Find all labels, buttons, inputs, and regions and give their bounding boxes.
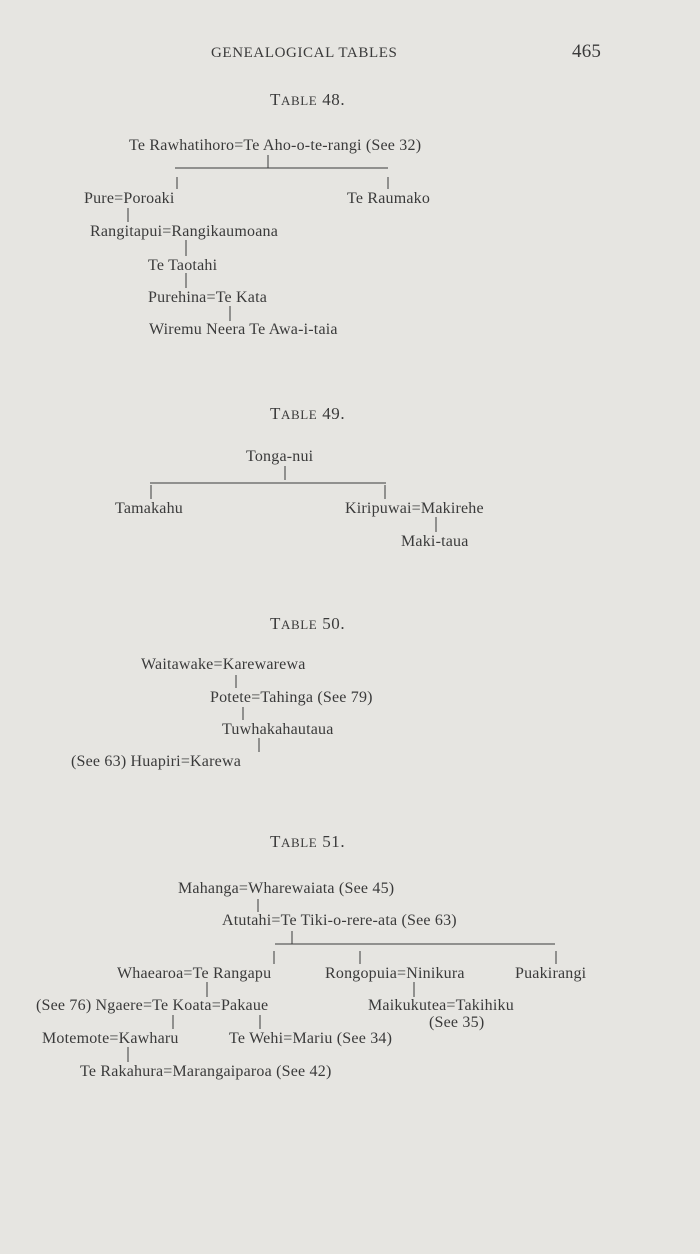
genealogy-entry: Purehina=Te Kata bbox=[148, 289, 268, 306]
genealogy-entry: Tonga-nui bbox=[246, 448, 314, 465]
genealogy-entry: (See 63) Huapiri=Karewa bbox=[71, 753, 241, 770]
genealogy-entry: Puakirangi bbox=[515, 965, 587, 982]
genealogy-entry: Te Raumako bbox=[347, 190, 431, 207]
title-initial: T bbox=[270, 90, 281, 109]
title-word: ABLE bbox=[280, 407, 318, 422]
genealogy-entry: Waitawake=Karewarewa bbox=[141, 656, 306, 673]
title-word: ABLE bbox=[280, 93, 318, 108]
genealogy-entry: Wiremu Neera Te Awa-i-taia bbox=[149, 321, 338, 338]
running-title: GENEALOGICAL TABLES bbox=[211, 45, 398, 61]
genealogy-entry: Rangitapui=Rangikaumoana bbox=[90, 223, 279, 240]
genealogy-reference: (See 35) bbox=[429, 1014, 485, 1031]
table-49-title bbox=[270, 405, 345, 422]
genealogy-entry: Maikukutea=Takihiku bbox=[368, 997, 514, 1014]
genealogy-entry: Tamakahu bbox=[115, 500, 184, 517]
title-word: ABLE bbox=[280, 835, 318, 850]
genealogy-entry: (See 76) Ngaere=Te Koata=Pakaue bbox=[36, 997, 269, 1014]
genealogy-entry: Motemote=Kawharu bbox=[42, 1030, 179, 1047]
genealogy-entry: Te Rawhatihoro=Te Aho-o-te-rangi (See 32) bbox=[129, 137, 422, 154]
genealogy-entry: Te Wehi=Mariu (See 34) bbox=[229, 1030, 393, 1047]
genealogy-entry: Tuwhakahautaua bbox=[222, 721, 334, 738]
genealogy-entry: Pure=Poroaki bbox=[84, 190, 175, 207]
title-number: 48. bbox=[322, 90, 346, 109]
genealogy-entry: Kiripuwai=Makirehe bbox=[345, 500, 484, 517]
title-initial: T bbox=[270, 832, 281, 851]
title-number: 49. bbox=[322, 404, 346, 423]
genealogy-entry: Potete=Tahinga (See 79) bbox=[210, 689, 373, 706]
page-number: 465 bbox=[572, 41, 602, 62]
title-initial: T bbox=[270, 614, 281, 633]
title-word: ABLE bbox=[280, 617, 318, 632]
title-number: 50. bbox=[322, 614, 346, 633]
genealogy-entry: Maki-taua bbox=[401, 533, 469, 550]
genealogy-entry: Rongopuia=Ninikura bbox=[325, 965, 465, 982]
table-51-title bbox=[270, 833, 345, 850]
genealogy-entry: Whaearoa=Te Rangapu bbox=[117, 965, 272, 982]
table-50-title bbox=[270, 615, 345, 632]
genealogy-entry: Te Rakahura=Marangaiparoa (See 42) bbox=[80, 1063, 332, 1080]
table-48-title bbox=[270, 91, 345, 108]
title-number: 51. bbox=[322, 832, 346, 851]
title-initial: T bbox=[270, 404, 281, 423]
genealogy-entry: Te Taotahi bbox=[148, 257, 218, 274]
genealogy-entry: Atutahi=Te Tiki-o-rere-ata (See 63) bbox=[222, 912, 457, 929]
genealogy-entry: Mahanga=Wharewaiata (See 45) bbox=[178, 880, 395, 897]
